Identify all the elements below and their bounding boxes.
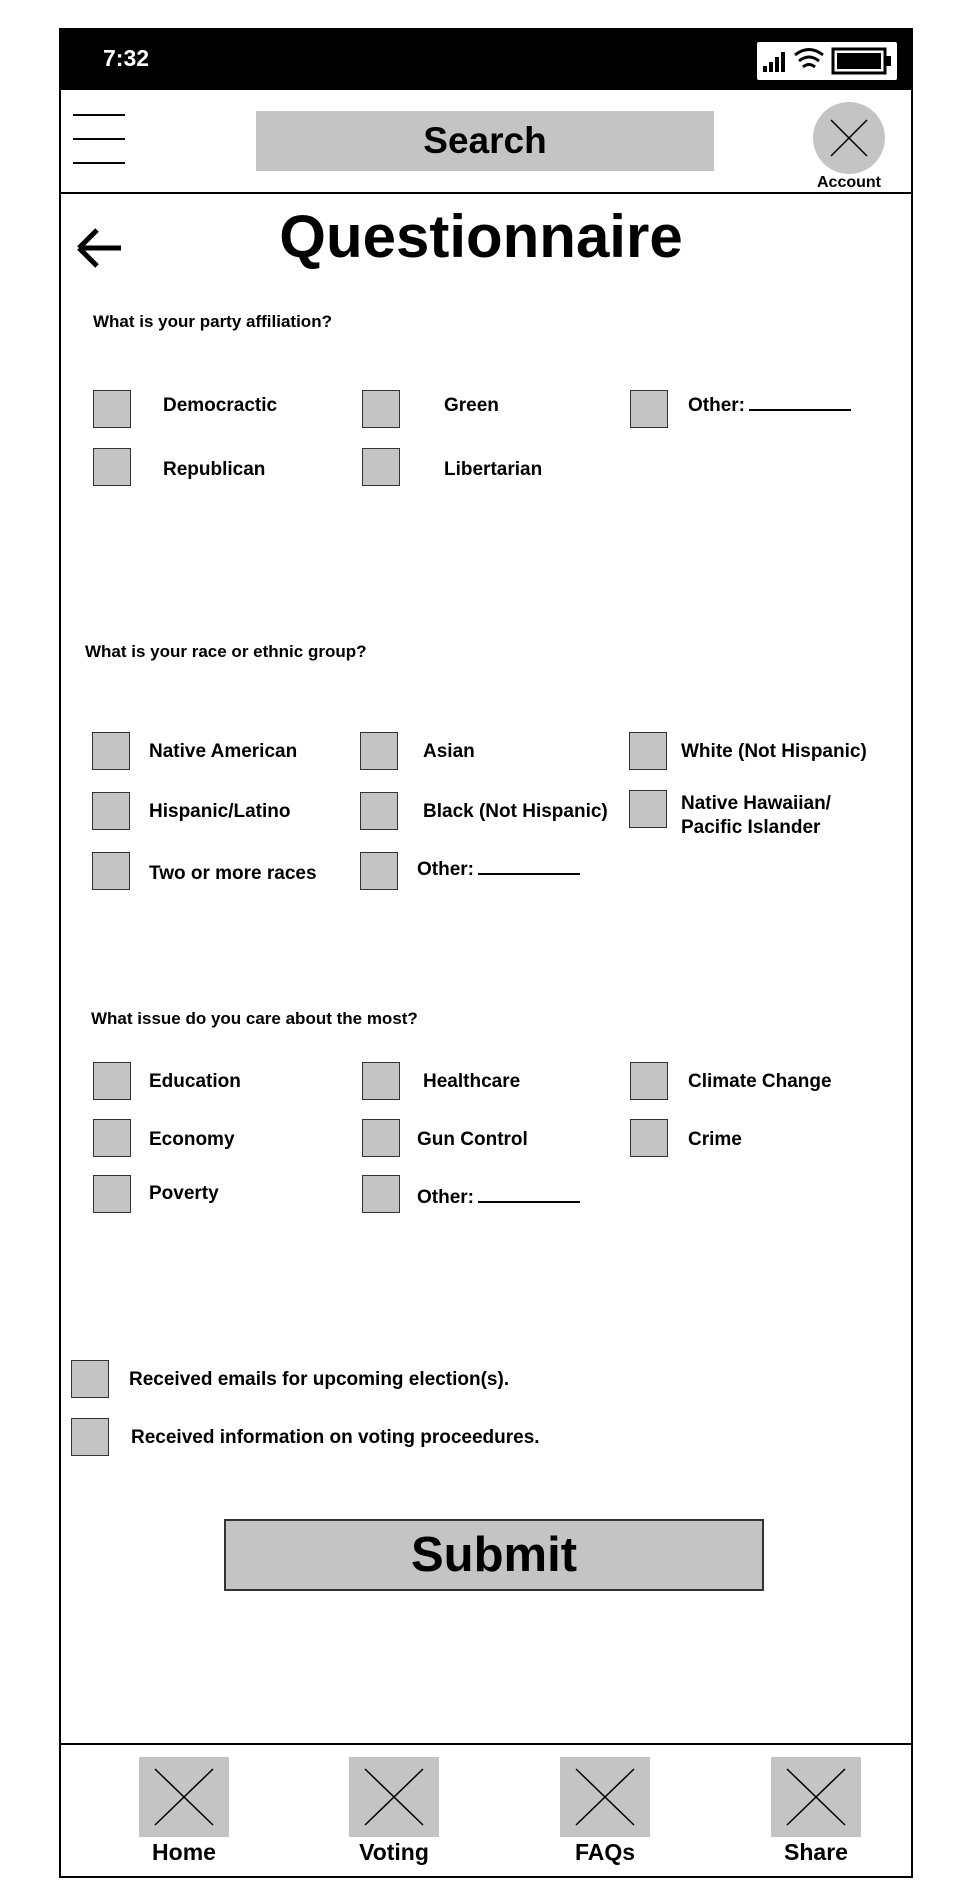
checkbox-green[interactable] (362, 390, 400, 428)
nav-faqs[interactable] (540, 1757, 670, 1866)
checkbox-native-hawaiian[interactable] (629, 790, 667, 828)
race-other-input[interactable] (478, 871, 580, 875)
option-asian: Asian (423, 741, 475, 762)
nav-share[interactable] (751, 1757, 881, 1866)
checkbox-party-other[interactable] (630, 390, 668, 428)
issue-other-input[interactable] (478, 1199, 580, 1203)
checkbox-crime[interactable] (630, 1119, 668, 1157)
checkbox-economy[interactable] (93, 1119, 131, 1157)
option-issue-other-label: Other: (417, 1187, 474, 1208)
option-republican: Republican (163, 459, 266, 480)
checkbox-black[interactable] (360, 792, 398, 830)
option-healthcare: Healthcare (423, 1071, 521, 1092)
option-two-or-more: Two or more races (149, 863, 317, 884)
option-issue-other (417, 1186, 580, 1210)
app-header (61, 90, 911, 194)
checkbox-asian[interactable] (360, 732, 398, 770)
option-party-other (688, 394, 851, 418)
nav-home[interactable] (119, 1757, 249, 1866)
wifi-icon (795, 50, 823, 68)
share-icon (771, 1757, 861, 1837)
checkbox-white[interactable] (629, 732, 667, 770)
status-icons (757, 42, 897, 80)
option-democratic: Democractic (163, 395, 278, 416)
checkbox-native-american[interactable] (92, 732, 130, 770)
checkbox-gun-control[interactable] (362, 1119, 400, 1157)
option-race-other-label: Other: (417, 859, 474, 880)
checkbox-climate-change[interactable] (630, 1062, 668, 1100)
checkbox-race-other[interactable] (360, 852, 398, 890)
option-race-other (417, 858, 580, 882)
question-issue: What issue do you care about the most? (91, 1009, 418, 1028)
nav-faqs-label: FAQs (574, 1839, 636, 1865)
option-climate-change: Climate Change (688, 1071, 832, 1092)
option-native-hawaiian (681, 792, 831, 840)
option-economy: Economy (149, 1129, 235, 1150)
checkbox-poverty[interactable] (93, 1175, 131, 1213)
party-other-input[interactable] (749, 407, 851, 411)
bottom-nav (61, 1743, 911, 1876)
checkbox-healthcare[interactable] (362, 1062, 400, 1100)
option-education: Education (149, 1071, 241, 1092)
nav-share-label: Share (784, 1839, 848, 1865)
option-native-american: Native American (149, 741, 298, 762)
signal-icon (763, 52, 785, 72)
account-avatar-icon[interactable] (813, 102, 885, 174)
home-icon (139, 1757, 229, 1837)
nav-voting-label: Voting (359, 1839, 429, 1865)
option-crime: Crime (688, 1129, 742, 1150)
battery-icon (833, 49, 891, 73)
nav-voting[interactable] (329, 1757, 459, 1866)
option-native-hawaiian-line2: Pacific Islander (681, 816, 821, 838)
option-libertarian: Libertarian (444, 459, 543, 480)
checkbox-republican[interactable] (93, 448, 131, 486)
option-hispanic-latino: Hispanic/Latino (149, 801, 291, 822)
question-party: What is your party affiliation? (93, 312, 332, 331)
search-bar[interactable]: Search (256, 111, 714, 171)
option-party-other-label: Other: (688, 395, 745, 416)
faqs-icon (560, 1757, 650, 1837)
nav-home-label: Home (152, 1839, 216, 1865)
option-poverty: Poverty (149, 1183, 219, 1204)
voting-icon (349, 1757, 439, 1837)
status-bar (61, 30, 911, 90)
checkbox-received-voting-info[interactable] (71, 1418, 109, 1456)
phone-frame (59, 28, 913, 1878)
option-native-hawaiian-line1: Native Hawaiian/ (681, 793, 831, 814)
submit-button[interactable]: Submit (224, 1519, 764, 1591)
option-black: Black (Not Hispanic) (423, 801, 608, 822)
status-time: 7:32 (103, 45, 150, 71)
option-white: White (Not Hispanic) (681, 741, 867, 762)
consent-voting-info-label: Received information on voting proceedures. (131, 1427, 540, 1448)
checkbox-hispanic-latino[interactable] (92, 792, 130, 830)
question-race: What is your race or ethnic group? (85, 642, 367, 661)
checkbox-education[interactable] (93, 1062, 131, 1100)
checkbox-issue-other[interactable] (362, 1175, 400, 1213)
checkbox-two-or-more[interactable] (92, 852, 130, 890)
checkbox-libertarian[interactable] (362, 448, 400, 486)
account-label: Account (817, 174, 881, 191)
option-green: Green (444, 395, 499, 416)
page-title: Questionnaire (279, 203, 683, 270)
hamburger-menu-icon[interactable] (73, 114, 125, 166)
option-gun-control: Gun Control (417, 1129, 528, 1150)
checkbox-received-emails[interactable] (71, 1360, 109, 1398)
back-arrow-icon[interactable] (73, 222, 125, 274)
checkbox-democratic[interactable] (93, 390, 131, 428)
consent-emails-label: Received emails for upcoming election(s). (129, 1369, 510, 1390)
